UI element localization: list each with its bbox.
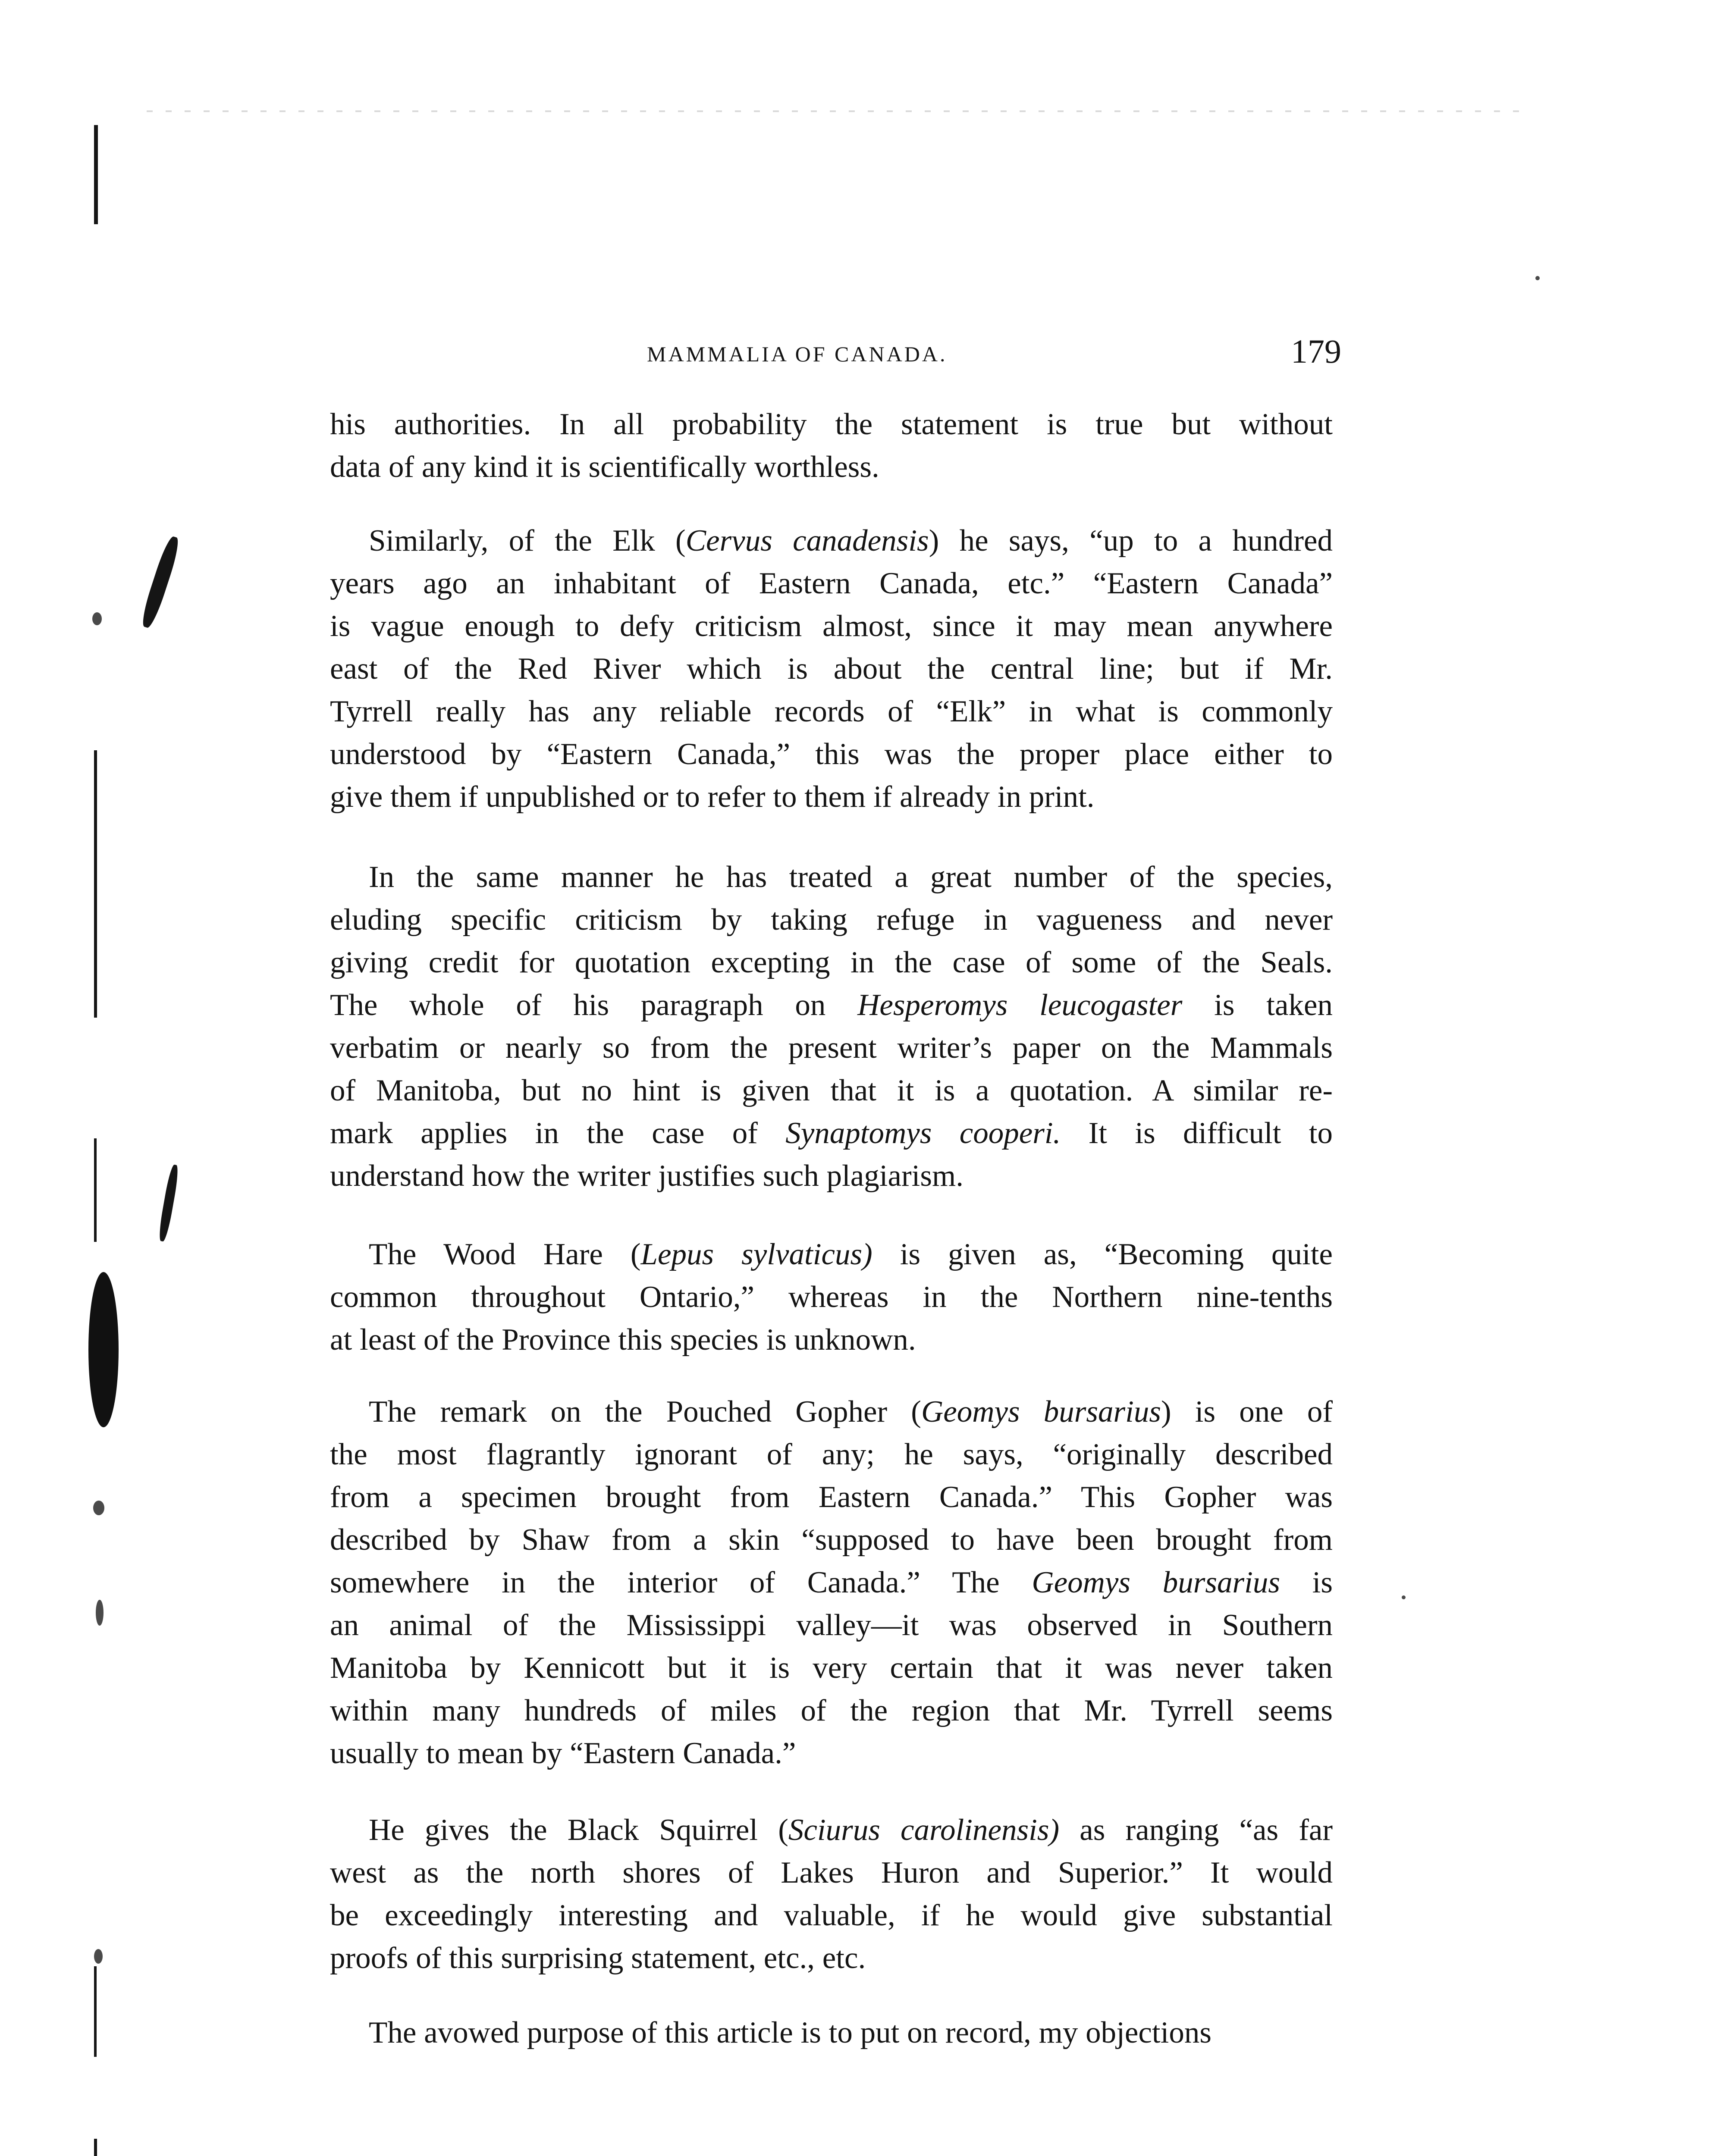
text-line: The whole of his paragraph on Hesperomys leucogaster is taken xyxy=(330,988,1333,1022)
paragraph xyxy=(330,403,1333,489)
scan-dotted-rule xyxy=(147,110,1527,112)
text-line: The remark on the Pouched Gopher (Geomys bursarius) is one of xyxy=(369,1395,1333,1429)
scan-speck xyxy=(92,612,102,625)
text-line: data of any kind it is scientifically worthless. xyxy=(330,450,879,484)
text-line: verbatim or nearly so from the present writer’s paper on the Mammals xyxy=(330,1031,1333,1065)
ink-stroke xyxy=(157,1164,180,1242)
text-line: give them if unpublished or to refer to them if already in print. xyxy=(330,780,1095,814)
scan-speck xyxy=(1535,276,1540,280)
binding-edge-mark xyxy=(94,750,97,1018)
species-name: Lepus sylvaticus) xyxy=(640,1238,872,1271)
text-line: Tyrrell really has any reliable records of “Elk” in what is commonly xyxy=(330,695,1333,728)
scan-speck xyxy=(93,1501,104,1515)
text-line: Manitoba by Kennicott but it is very certain that it was never taken xyxy=(330,1651,1333,1685)
species-name: Hesperomys leucogaster xyxy=(857,988,1183,1022)
text-line: eluding specific criticism by taking refuge in vagueness and never xyxy=(330,903,1333,937)
text-line: his authorities. In all probability the statement is true but without xyxy=(330,407,1333,441)
text-line: understood by “Eastern Canada,” this was the proper place either to xyxy=(330,737,1333,771)
species-name: Geomys bursarius xyxy=(1032,1566,1280,1599)
text-line: proofs of this surprising statement, etc., etc. xyxy=(330,1941,866,1975)
text-line: of Manitoba, but no hint is given that it is a quotation. A similar re- xyxy=(330,1074,1333,1107)
ink-blot xyxy=(88,1272,119,1427)
running-title: MAMMALIA OF CANADA. xyxy=(647,342,948,366)
text-line: be exceedingly interesting and valuable, if he would give substantial xyxy=(330,1899,1333,1932)
text-line: the most flagrantly ignorant of any; he says, “originally described xyxy=(330,1438,1333,1471)
text-line: east of the Red River which is about the central line; but if Mr. xyxy=(330,652,1333,686)
text-line: The avowed purpose of this article is to put on record, my objections xyxy=(369,2016,1211,2049)
text-line: west as the north shores of Lakes Huron and Superior.” It would xyxy=(330,1856,1333,1890)
paragraph xyxy=(330,1391,1333,1775)
binding-edge-mark xyxy=(94,1966,97,2057)
text-line: Similarly, of the Elk (Cervus canadensis) he says, “up to a hundred xyxy=(369,524,1333,558)
text-line: common throughout Ontario,” whereas in the Northern nine-tenths xyxy=(330,1280,1333,1314)
text-line: from a specimen brought from Eastern Canada.” This Gopher was xyxy=(330,1480,1333,1514)
page-number: 179 xyxy=(1291,332,1341,370)
text-line: within many hundreds of miles of the region that Mr. Tyrrell seems xyxy=(330,1694,1333,1727)
binding-edge-mark xyxy=(94,2139,97,2156)
text-line: He gives the Black Squirrel (Sciurus carolinensis) as ranging “as far xyxy=(369,1813,1333,1847)
scan-speck xyxy=(1402,1595,1406,1599)
species-name: Synaptomys cooperi. xyxy=(785,1116,1061,1150)
species-name: Sciurus carolinensis) xyxy=(788,1813,1060,1847)
text-line: is vague enough to defy criticism almost, since it may mean anywhere xyxy=(330,609,1333,643)
text-line: described by Shaw from a skin “supposed to have been brought from xyxy=(330,1523,1333,1557)
species-name: Cervus canadensis xyxy=(685,524,929,558)
paragraph xyxy=(330,2012,1333,2054)
text-line: somewhere in the interior of Canada.” The Geomys bursarius is xyxy=(330,1566,1333,1599)
scan-speck xyxy=(94,1949,103,1964)
paragraph xyxy=(330,1233,1333,1361)
running-head xyxy=(328,332,1354,379)
text-line: at least of the Province this species is unknown. xyxy=(330,1323,916,1357)
text-line: The Wood Hare (Lepus sylvaticus) is given as, “Becoming quite xyxy=(369,1238,1333,1271)
text-line: years ago an inhabitant of Eastern Canada, etc.” “Eastern Canada” xyxy=(330,567,1333,600)
text-line: giving credit for quotation excepting in the case of some of the Seals. xyxy=(330,946,1333,979)
text-line: mark applies in the case of Synaptomys cooperi. It is difficult to xyxy=(330,1116,1333,1150)
text-line: an animal of the Mississippi valley—it was observed in Southern xyxy=(330,1608,1333,1642)
scan-speck xyxy=(96,1600,104,1626)
text-line: understand how the writer justifies such plagiarism. xyxy=(330,1159,963,1193)
binding-edge-mark xyxy=(94,1138,97,1242)
species-name: Geomys bursarius xyxy=(921,1395,1161,1429)
binding-edge-mark xyxy=(94,125,98,224)
paragraph xyxy=(330,520,1333,818)
paragraph xyxy=(330,1809,1333,1980)
text-line: In the same manner he has treated a great number of the species, xyxy=(369,860,1333,894)
ink-stroke xyxy=(139,535,182,630)
text-line: usually to mean by “Eastern Canada.” xyxy=(330,1736,796,1770)
paragraph xyxy=(330,856,1333,1197)
